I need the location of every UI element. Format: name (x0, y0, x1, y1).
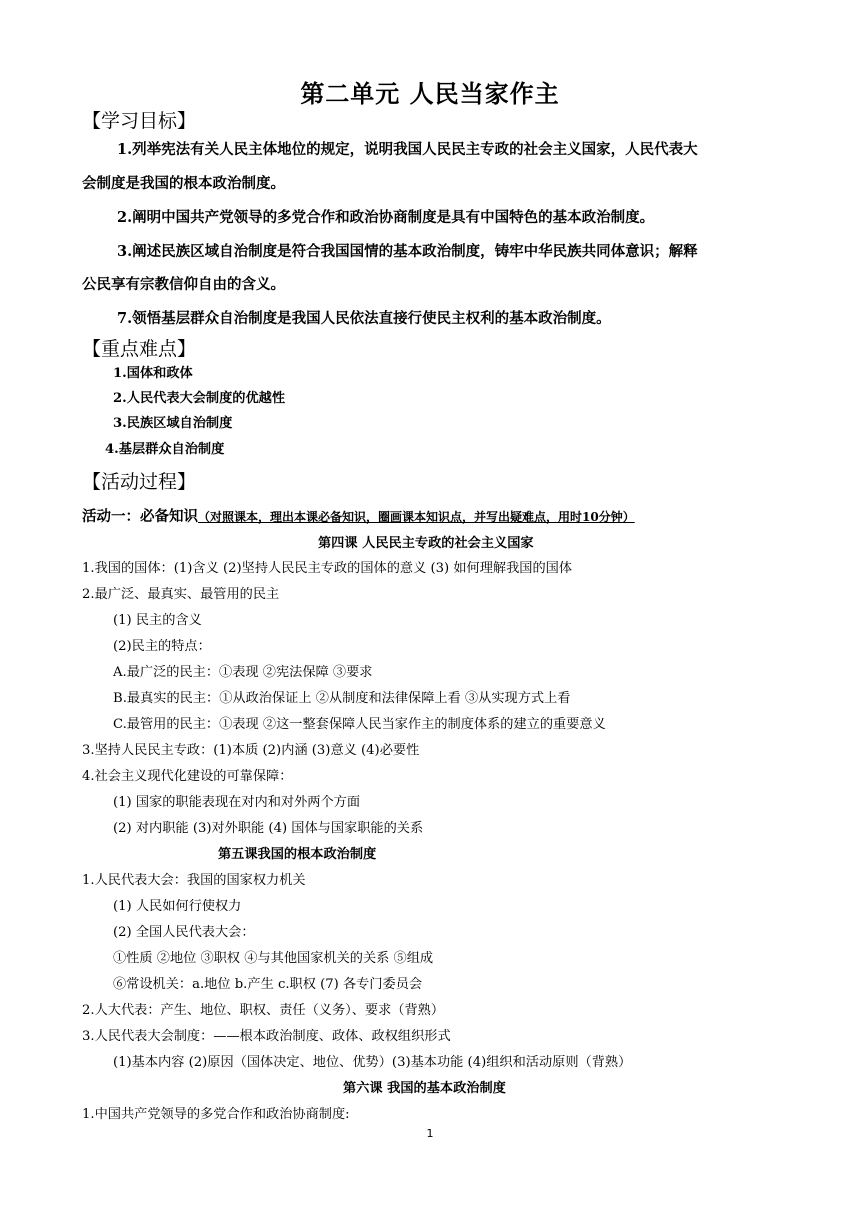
goal-line-4: 3.阐述民族区域自治制度是符合我国国情的基本政治制度，铸牢中华民族共同体意识；解释 (117, 243, 698, 260)
page-number: 1 (426, 1127, 434, 1140)
goal-line-2: 会制度是我国的根本政治制度。 (82, 175, 285, 192)
lesson4-line-7: C.最管用的民主：①表现 ②这一整套保障人民当家作主的制度体系的建立的重要意义 (113, 717, 606, 732)
lesson5-line-3: (2) 全国人民代表大会： (113, 925, 255, 940)
lesson5-line-7: 3.人民代表大会制度：——根本政治制度、政体、政权组织形式 (82, 1029, 451, 1044)
activity-label: 活动一：必备知识 (82, 509, 198, 525)
lesson4-line-10: (1) 国家的职能表现在对内和对外两个方面 (113, 795, 361, 810)
lesson4-line-6: B.最真实的民主：①从政治保证上 ②从制度和法律保障上看 ③从实现方式上看 (113, 691, 571, 706)
keypoint-2: 2.人民代表大会制度的优越性 (113, 391, 286, 406)
lesson4-line-8: 3.坚持人民民主专政：(1)本质 (2)内涵 (3)意义 (4)必要性 (82, 743, 420, 758)
lesson5-line-8: (1)基本内容 (2)原因（国体决定、地位、优势）(3)基本功能 (4)组织和活动原则（背熟） (113, 1055, 632, 1070)
lesson5-line-6: 2.人大代表：产生、地位、职权、责任（义务）、要求（背熟） (82, 1003, 445, 1018)
section-keypoints-heading: 【重点难点】 (82, 338, 197, 360)
lesson5-line-1: 1.人民代表大会：我国的国家权力机关 (82, 873, 306, 888)
section-process-heading: 【活动过程】 (82, 471, 197, 493)
goal-line-5: 公民享有宗教信仰自由的含义。 (82, 276, 285, 293)
goal-line-1: 1.列举宪法有关人民主体地位的规定，说明我国人民民主专政的社会主义国家，人民代表大 (117, 141, 698, 158)
section-goals-heading: 【学习目标】 (82, 110, 197, 132)
lesson6-heading: 第六课 我国的基本政治制度 (343, 1081, 506, 1096)
keypoint-1: 1.国体和政体 (113, 366, 193, 381)
keypoint-3: 3.民族区域自治制度 (113, 416, 233, 431)
lesson4-line-5: A.最广泛的民主：①表现 ②宪法保障 ③要求 (113, 665, 373, 680)
lesson4-heading: 第四课 人民民主专政的社会主义国家 (318, 536, 534, 551)
activity-one (82, 505, 635, 526)
lesson6-line-1: 1.中国共产党领导的多党合作和政治协商制度: (82, 1107, 350, 1122)
document-title: 第二单元 人民当家作主 (300, 80, 560, 108)
lesson4-line-2: 2.最广泛、最真实、最管用的民主 (82, 587, 280, 602)
lesson5-line-4: ①性质 ②地位 ③职权 ④与其他国家机关的关系 ⑤组成 (113, 951, 434, 966)
goal-line-3: 2.阐明中国共产党领导的多党合作和政治协商制度是具有中国特色的基本政治制度。 (117, 209, 655, 226)
lesson5-line-5: ⑥常设机关：a.地位 b.产生 c.职权 (7) 各专门委员会 (113, 977, 423, 992)
keypoint-4: 4.基层群众自治制度 (105, 442, 225, 457)
activity-note: （对照课本，理出本课必备知识，圈画课本知识点，并写出疑难点，用时10分钟） (198, 510, 635, 524)
lesson4-line-9: 4.社会主义现代化建设的可靠保障： (82, 769, 293, 784)
lesson5-heading: 第五课我国的根本政治制度 (218, 847, 377, 862)
goal-line-6: 7.领悟基层群众自治制度是我国人民依法直接行使民主权利的基本政治制度。 (117, 310, 611, 327)
lesson4-line-11: (2) 对内职能 (3)对外职能 (4) 国体与国家职能的关系 (113, 821, 424, 836)
lesson4-line-3: (1) 民主的含义 (113, 613, 202, 628)
lesson4-line-4: (2)民主的特点： (113, 639, 211, 654)
lesson5-line-2: (1) 人民如何行使权力 (113, 899, 242, 914)
lesson4-line-1: 1.我国的国体：(1)含义 (2)坚持人民民主专政的国体的意义 (3) 如何理解我国的国体 (82, 561, 573, 576)
